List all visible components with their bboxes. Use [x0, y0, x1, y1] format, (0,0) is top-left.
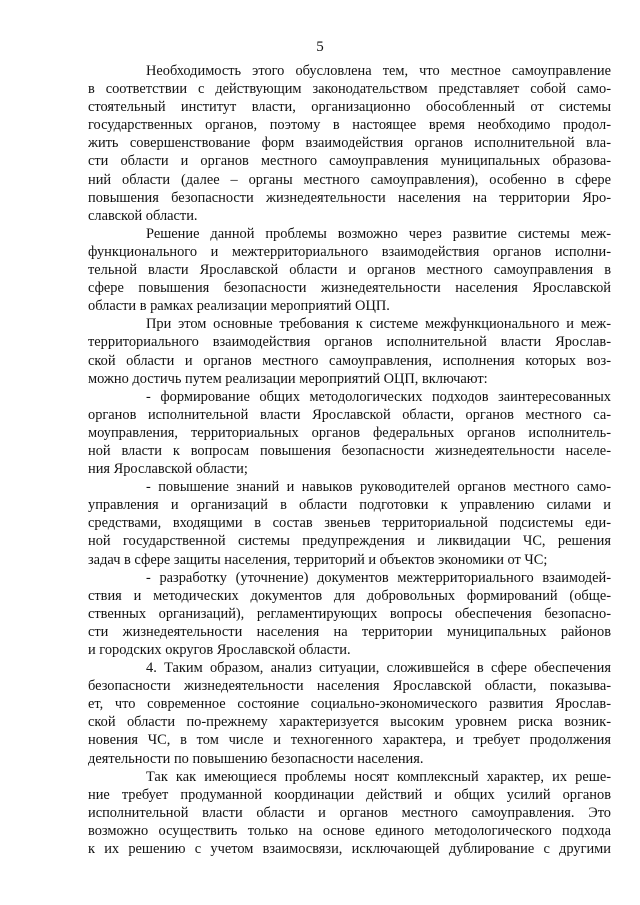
- document-body: [88, 62, 611, 858]
- paragraph: [88, 225, 611, 315]
- text-line: ние требует продуманной координации действий и общих усилий органов: [88, 786, 611, 803]
- text-line: функционального и межтерриториального взаимодействия органов исполни-: [88, 243, 611, 260]
- paragraph: [88, 62, 611, 225]
- text-line: ской области и органов местного самоуправления, исполнения которых воз-: [88, 352, 611, 369]
- text-line: области в рамках реализации мероприятий ОЦП.: [88, 298, 390, 315]
- text-line: к их решению с учетом взаимосвязи, исключающей дублирование с другими: [88, 841, 611, 858]
- text-line: можно достичь путем реализации мероприятий ОЦП, включают:: [88, 370, 488, 387]
- text-line: задач в сфере защиты населения, территорий и объектов экономики от ЧС;: [88, 551, 548, 568]
- text-line: ственных организаций), регламентирующих вопросы обеспечения безопасно-: [88, 605, 611, 622]
- text-line: исполнительной власти области и органов местного самоуправления. Это: [88, 804, 611, 821]
- text-line: моуправления, территориальных органов федеральных органов исполнитель-: [88, 424, 611, 441]
- text-line: возможно осуществить только на основе единого методологического подхода: [88, 822, 611, 839]
- text-line: ния Ярославской области;: [88, 461, 248, 478]
- paragraph: [88, 478, 611, 568]
- text-line: сфере повышения безопасности жизнедеятельности населения Ярославской: [88, 280, 611, 297]
- text-line: ской области по-прежнему характеризуется высоким уровнем риска возник-: [88, 714, 611, 731]
- text-line: Так как имеющиеся проблемы носят комплексный характер, их реше-: [146, 768, 611, 785]
- text-line: - разработку (уточнение) документов межтерриториального взаимодей-: [146, 569, 611, 586]
- text-line: органов исполнительной власти Ярославской области, органов местного са-: [88, 406, 611, 423]
- text-line: 4. Таким образом, анализ ситуации, сложившейся в сфере обеспечения: [146, 660, 611, 677]
- text-line: управления и организаций в области подготовки к управлению силами и: [88, 497, 611, 514]
- text-line: ет, что современное состояние социально-экономического развития Ярослав-: [88, 696, 611, 713]
- text-line: жить совершенствование форм взаимодействия органов исполнительной вла-: [88, 135, 611, 152]
- paragraph: [88, 569, 611, 659]
- text-line: ствия и методических документов для добровольных формирований (обще-: [88, 587, 611, 604]
- text-line: При этом основные требования к системе межфункционального и меж-: [146, 316, 611, 333]
- text-line: Необходимость этого обусловлена тем, что местное самоуправление: [146, 63, 611, 79]
- text-line: ной власти к вопросам повышения безопасности жизнедеятельности населе-: [88, 442, 611, 459]
- text-line: Решение данной проблемы возможно через развитие системы меж-: [146, 225, 611, 242]
- text-line: ной государственной системы предупреждения и ликвидации ЧС, решения: [88, 533, 611, 550]
- text-line: сти жизнедеятельности населения на территории муниципальных районов: [88, 623, 611, 640]
- paragraph: [88, 659, 611, 768]
- paragraph: [88, 768, 611, 858]
- text-line: деятельности по повышению безопасности населения.: [88, 750, 424, 767]
- text-line: государственных органов, поэтому в настоящее время необходимо продол-: [88, 117, 611, 134]
- text-line: безопасности жизнедеятельности населения Ярославской области, показыва-: [88, 678, 611, 695]
- text-line: стоятельный институт власти, организационно обособленный от системы: [88, 99, 611, 116]
- paragraph: [88, 315, 611, 387]
- text-line: ний области (далее – органы местного самоуправления), особенно в сфере: [88, 171, 611, 188]
- paragraph: [88, 388, 611, 478]
- text-line: средствами, входящими в состав звеньев территориальной подсистемы еди-: [88, 515, 611, 532]
- text-line: сти области и органов местного самоуправления муниципальных образова-: [88, 153, 611, 170]
- text-line: - формирование общих методологических подходов заинтересованных: [146, 388, 611, 405]
- text-line: территориального взаимодействия органов исполнительной власти Ярослав-: [88, 334, 611, 351]
- text-line: - повышение знаний и навыков руководителей органов местного само-: [146, 479, 611, 496]
- text-line: повышения безопасности жизнедеятельности населения на территории Яро-: [88, 189, 611, 206]
- text-line: тельной власти Ярославской области и органов местного самоуправления в: [88, 262, 611, 279]
- text-line: в соответствии с действующим законодательством представляет собой само-: [88, 81, 611, 98]
- page-number: 5: [316, 39, 324, 55]
- text-line: и городских округов Ярославской области.: [88, 642, 351, 658]
- text-line: славской области.: [88, 207, 198, 224]
- text-line: новения ЧС, в том числе и техногенного характера, и требует продолжения: [88, 732, 611, 749]
